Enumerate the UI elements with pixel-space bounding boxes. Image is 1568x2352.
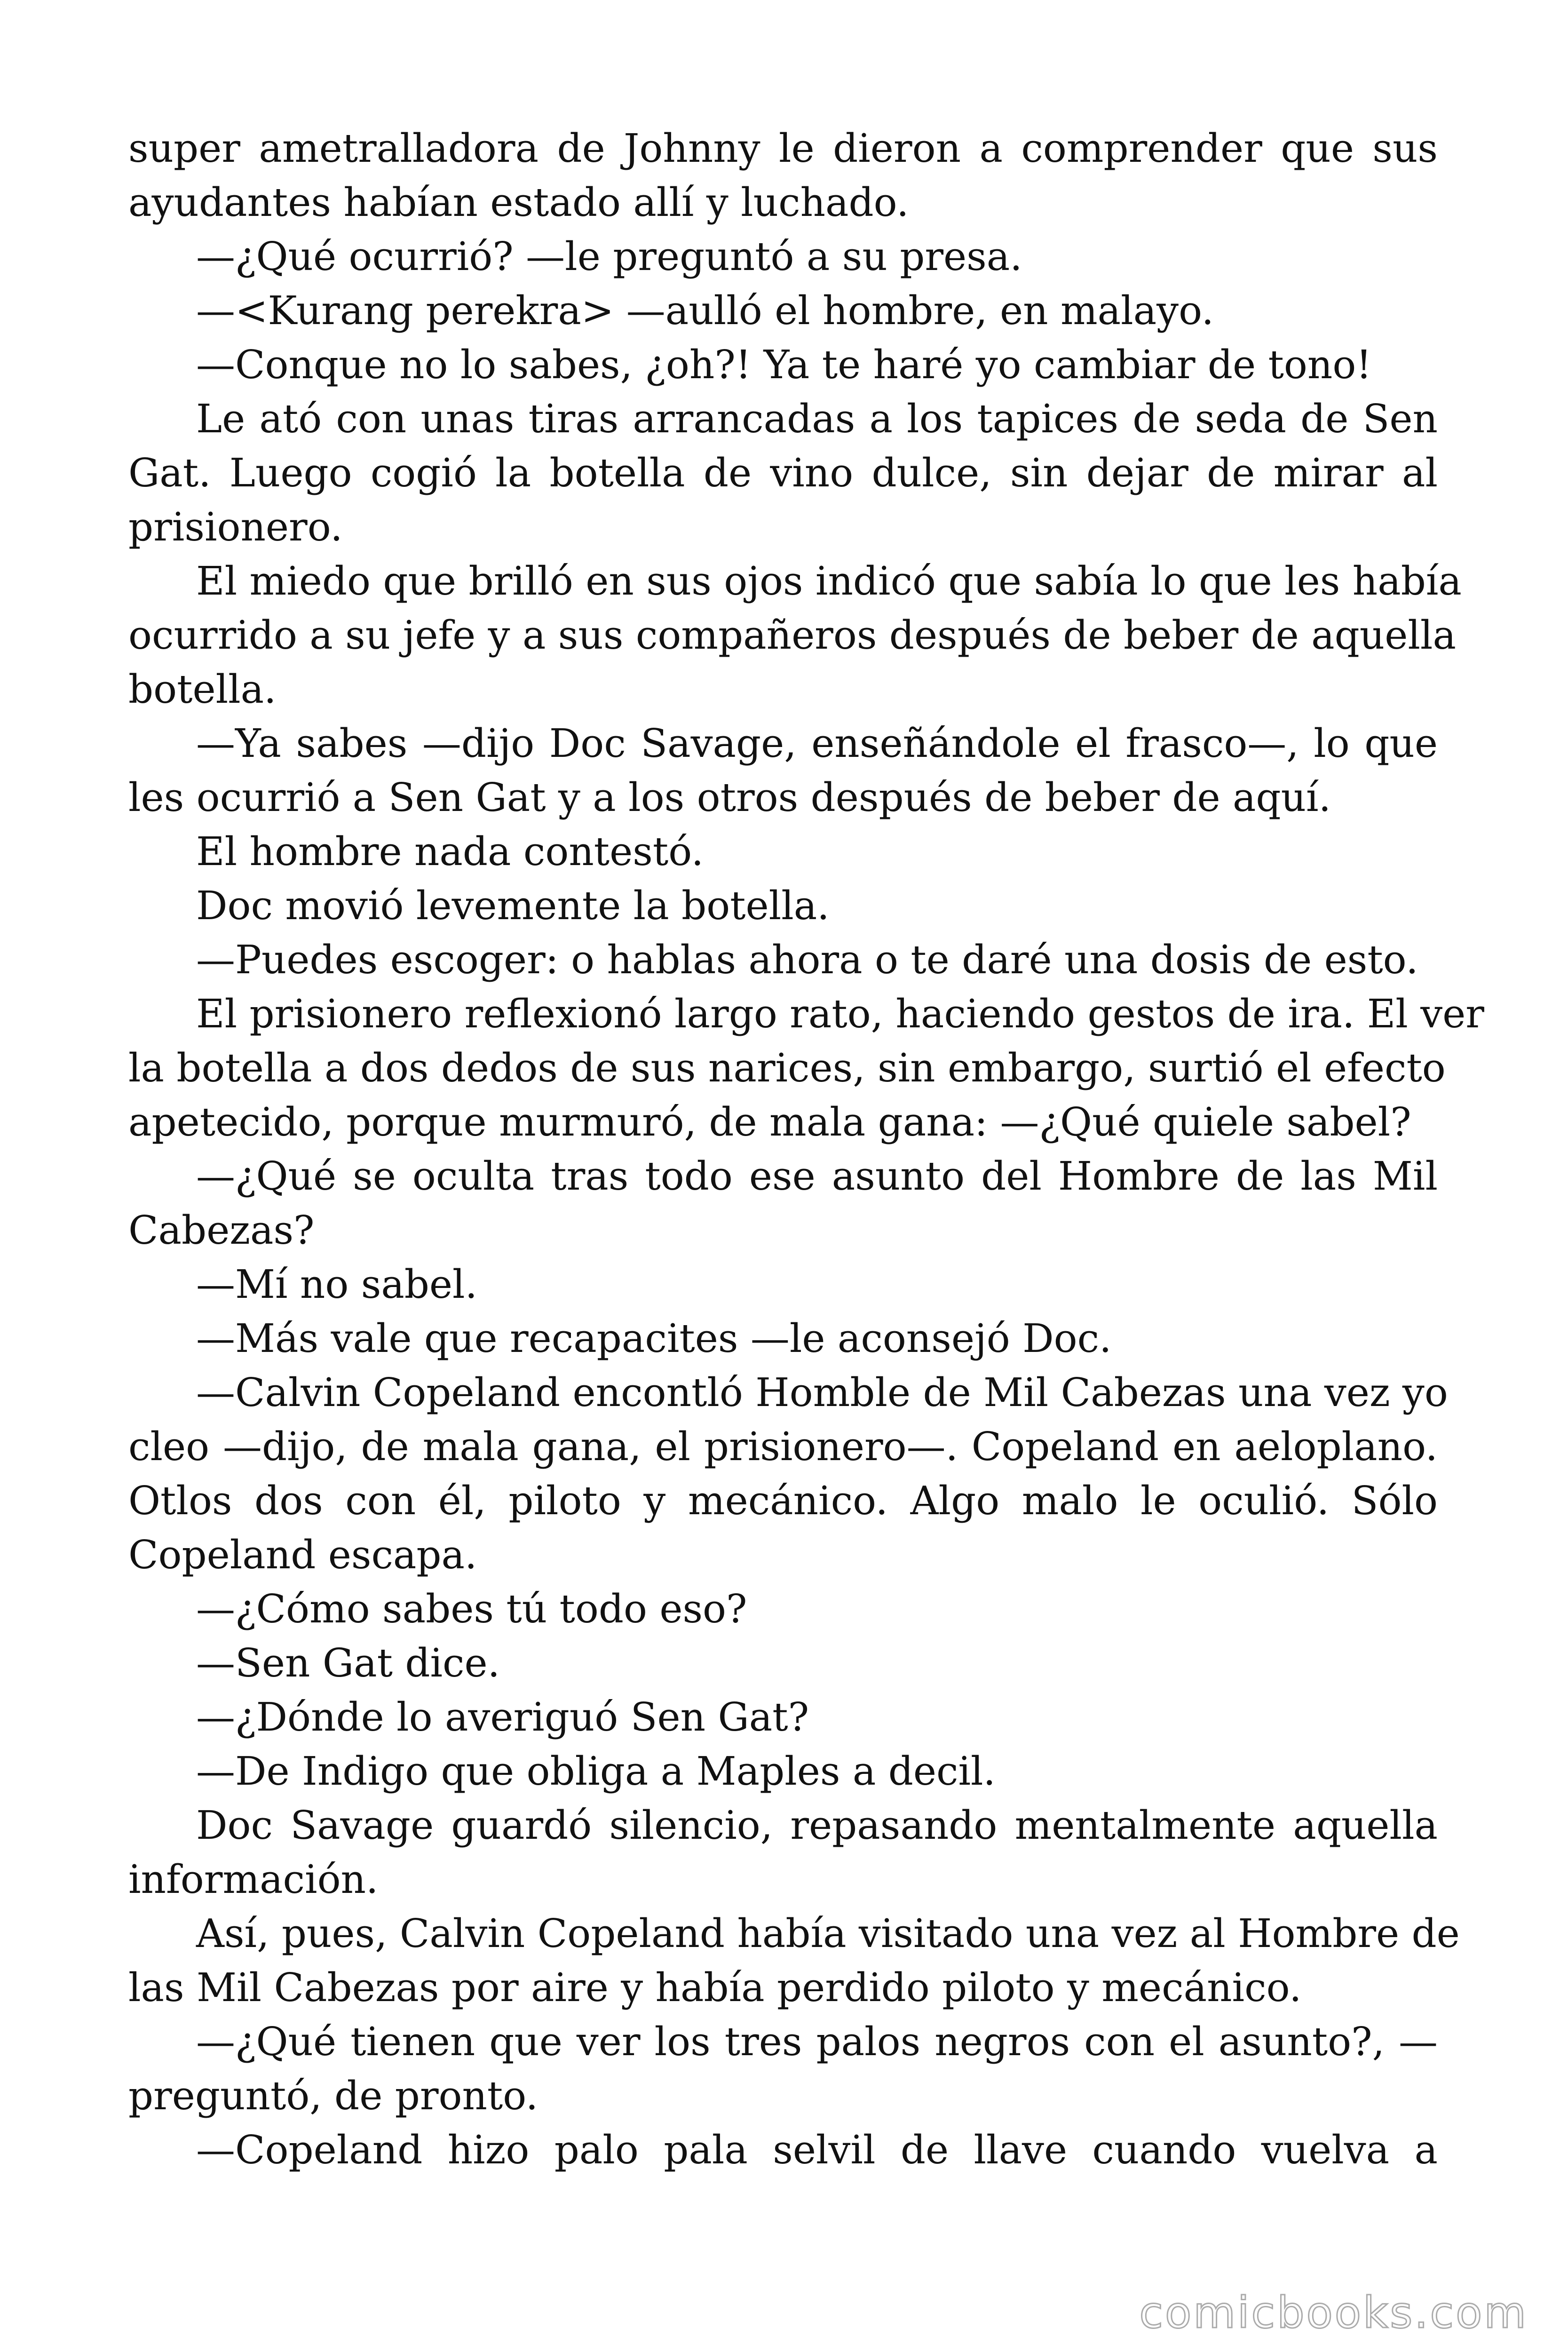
text-line: El miedo que brilló en sus ojos indicó que sabía lo que les había xyxy=(196,558,1462,604)
text-line: las Mil Cabezas por aire y había perdido piloto y mecánico. xyxy=(128,1965,1302,2010)
text-line: —¿Qué ocurrió? —le preguntó a su presa. xyxy=(196,234,1022,279)
text-line: preguntó, de pronto. xyxy=(128,2073,539,2119)
text-line: —Puedes escoger: o hablas ahora o te daré una dosis de esto. xyxy=(196,937,1418,983)
text-line: Doc Savage guardó silencio, repasando mentalmente aquella xyxy=(196,1803,1438,1848)
text-line: Cabezas? xyxy=(128,1208,315,1253)
text-line: información. xyxy=(128,1857,379,1902)
text-line: —Conque no lo sabes, ¿oh?! Ya te haré yo cambiar de tono! xyxy=(196,342,1372,388)
text-line: Otlos dos con él, piloto y mecánico. Algo malo le oculió. Sólo xyxy=(128,1478,1438,1524)
text-line: ayudantes habían estado allí y luchado. xyxy=(128,180,909,225)
text-line: ocurrido a su jefe y a sus compañeros después de beber de aquella xyxy=(128,612,1456,658)
book-page-text xyxy=(128,121,1484,2177)
text-line: la botella a dos dedos de sus narices, sin embargo, surtió el efecto xyxy=(128,1045,1446,1091)
watermark: comicbooks.com xyxy=(1139,2288,1528,2338)
text-line: —Copeland hizo palo pala selvil de llave cuando vuelva a xyxy=(196,2127,1438,2173)
text-line: El hombre nada contestó. xyxy=(196,829,704,874)
text-line: Gat. Luego cogió la botella de vino dulce, sin dejar de mirar al xyxy=(128,450,1438,496)
text-line: cleo —dijo, de mala gana, el prisionero—. Copeland en aeloplano. xyxy=(128,1424,1438,1470)
text-line: apetecido, porque murmuró, de mala gana: —¿Qué quiele sabel? xyxy=(128,1099,1411,1145)
text-line: —De Indigo que obliga a Maples a decil. xyxy=(196,1748,996,1794)
text-line: —¿Qué se oculta tras todo ese asunto del Hombre de las Mil xyxy=(196,1153,1438,1199)
text-line: Doc movió levemente la botella. xyxy=(196,883,830,929)
text-line: super ametralladora de Johnny le dieron a comprender que sus xyxy=(128,126,1438,171)
text-line: Le ató con unas tiras arrancadas a los tapices de seda de Sen xyxy=(196,396,1438,442)
text-line: —¿Cómo sabes tú todo eso? xyxy=(196,1586,747,1632)
text-line: prisionero. xyxy=(128,504,343,550)
text-line: —Más vale que recapacites —le aconsejó Doc. xyxy=(196,1316,1112,1361)
text-line: —<Kurang perekra> —aulló el hombre, en malayo. xyxy=(196,288,1214,334)
text-line: botella. xyxy=(128,667,277,712)
text-line: —¿Dónde lo averiguó Sen Gat? xyxy=(196,1694,809,1740)
text-line: —Mí no sabel. xyxy=(196,1262,477,1307)
text-line: les ocurrió a Sen Gat y a los otros después de beber de aquí. xyxy=(128,775,1331,820)
text-line: —Ya sabes —dijo Doc Savage, enseñándole el frasco—, lo que xyxy=(196,721,1438,766)
text-line: El prisionero reflexionó largo rato, haciendo gestos de ira. El ver xyxy=(196,991,1484,1037)
text-line: Así, pues, Calvin Copeland había visitado una vez al Hombre de xyxy=(196,1911,1460,1956)
text-line: —Sen Gat dice. xyxy=(196,1640,500,1686)
text-line: —Calvin Copeland encontló Homble de Mil Cabezas una vez yo xyxy=(196,1370,1448,1415)
text-line: Copeland escapa. xyxy=(128,1532,477,1578)
text-line: —¿Qué tienen que ver los tres palos negros con el asunto?, — xyxy=(196,2019,1438,2065)
